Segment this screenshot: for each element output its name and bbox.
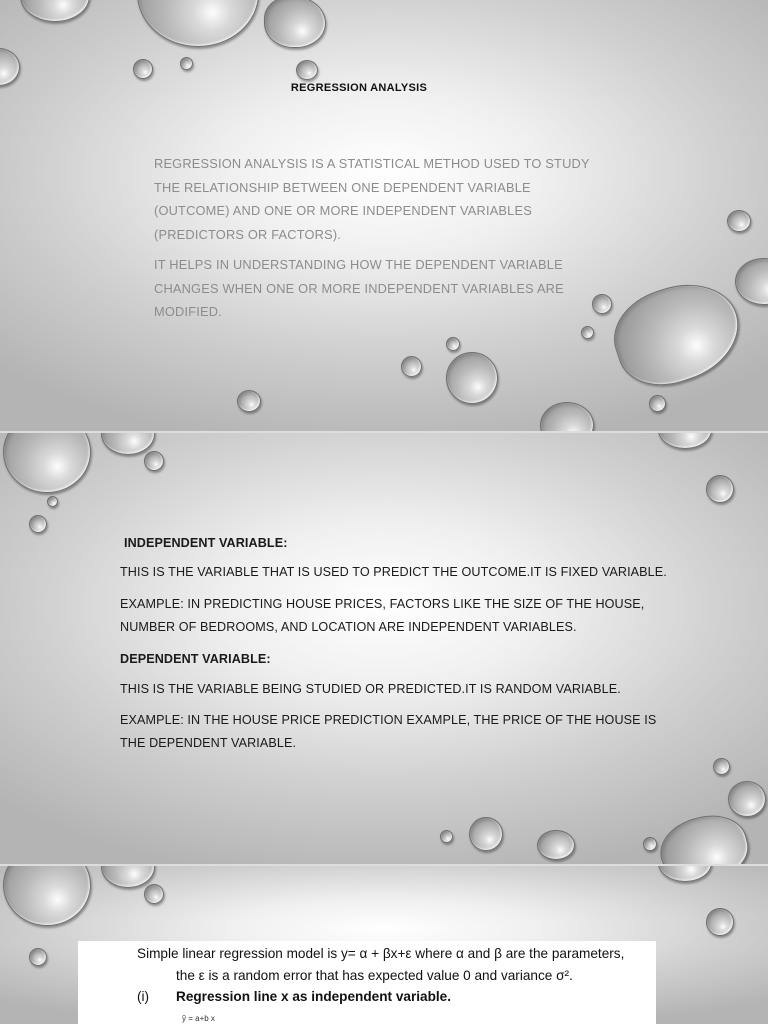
water-drop (643, 837, 657, 851)
water-drop (137, 0, 259, 47)
water-drop (446, 352, 498, 404)
water-drop (180, 57, 193, 70)
water-drop (446, 337, 460, 351)
water-drop (133, 59, 153, 79)
water-drop (296, 60, 318, 80)
water-drop (29, 515, 47, 533)
water-drop (592, 294, 612, 314)
independent-variable-definition: THIS IS THE VARIABLE THAT IS USED TO PREDICT THE OUTCOME.IT IS FIXED VARIABLE. (120, 565, 667, 579)
independent-variable-example: EXAMPLE: IN PREDICTING HOUSE PRICES, FACTORS LIKE THE SIZE OF THE HOUSE, NUMBER OF BEDROOMS, AND LOCATION ARE INDEPENDENT VARIABLES. (120, 597, 645, 634)
water-drop (101, 866, 155, 888)
water-drop (3, 433, 91, 493)
independent-variable-heading: INDEPENDENT VARIABLE: (124, 536, 288, 550)
water-drop (603, 270, 752, 398)
water-drop (29, 948, 47, 966)
water-drop (713, 758, 730, 775)
water-drop (540, 402, 594, 431)
dependent-variable-example: EXAMPLE: IN THE HOUSE PRICE PREDICTION EXAMPLE, THE PRICE OF THE HOUSE IS THE DEPENDENT VARIABLE. (120, 713, 657, 750)
water-drop (649, 395, 666, 412)
water-drop (401, 356, 422, 377)
water-drop (658, 433, 712, 449)
water-drop (440, 830, 453, 843)
error-description-line: the ε is a random error that has expected value 0 and variance σ². (176, 968, 573, 983)
slide-title: REGRESSION ANALYSIS (290, 82, 428, 94)
water-drop (0, 48, 20, 86)
water-drop (237, 390, 261, 412)
water-drop (144, 884, 164, 904)
water-drop (735, 258, 768, 305)
dependent-variable-heading: DEPENDENT VARIABLE: (120, 652, 271, 666)
water-drop (658, 866, 712, 882)
item-number: (i) (137, 989, 150, 1004)
model-definition-image (78, 941, 656, 1024)
water-drop (727, 210, 751, 232)
regression-formula: ŷ = a+b x (182, 1014, 215, 1023)
water-drop (47, 496, 58, 507)
definition-paragraph: REGRESSION ANALYSIS IS A STATISTICAL METHOD USED TO STUDY THE RELATIONSHIP BETWEEN ONE DEPENDENT VARIABLE (OUTCOME) AND ONE OR MORE INDEPENDENT VARIABLES (PREDICTORS OR FACTORS). (154, 156, 590, 242)
slide-variables (0, 433, 768, 864)
water-drop (581, 326, 594, 339)
water-drop (706, 908, 734, 936)
water-drop (706, 475, 734, 503)
water-drop (469, 817, 503, 851)
water-drop (3, 866, 91, 926)
slide-regression-analysis (0, 0, 768, 431)
water-drop (728, 781, 766, 817)
dependent-variable-definition: THIS IS THE VARIABLE BEING STUDIED OR PREDICTED.IT IS RANDOM VARIABLE. (120, 682, 621, 696)
water-drop (20, 0, 90, 22)
water-drop (537, 830, 575, 860)
water-drop (144, 451, 164, 471)
model-equation-line: Simple linear regression model is y= α + βx+ε where α and β are the parameters, (137, 946, 625, 961)
water-drop (264, 0, 326, 48)
water-drop (101, 433, 155, 455)
regression-line-heading: Regression line x as independent variable. (176, 989, 451, 1004)
purpose-paragraph: IT HELPS IN UNDERSTANDING HOW THE DEPENDENT VARIABLE CHANGES WHEN ONE OR MORE INDEPENDENT VARIABLES ARE MODIFIED. (154, 257, 564, 319)
